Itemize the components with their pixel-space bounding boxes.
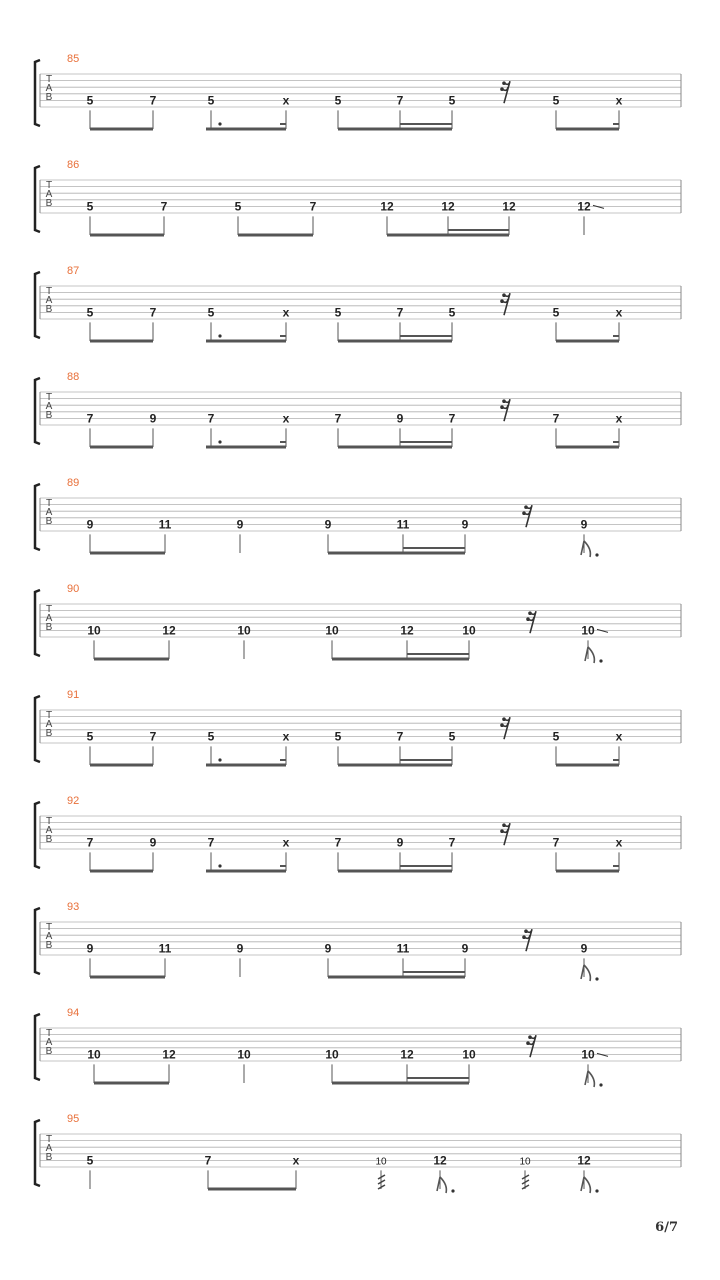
tab-system [35, 265, 681, 341]
fret-number: x [615, 305, 623, 320]
tab-clef-letter: T [45, 392, 53, 403]
note-flag [585, 1071, 594, 1087]
fret-number: x [292, 1153, 300, 1168]
fret-number: 10 [325, 1047, 339, 1062]
tab-clef-letter: B [45, 1046, 53, 1057]
rest-dot [500, 723, 504, 727]
note-flag [585, 647, 594, 663]
tab-clef-letter: A [45, 1143, 53, 1154]
fret-number: 5 [86, 93, 94, 108]
tab-clef-letter: A [45, 613, 53, 624]
fret-number: 7 [396, 729, 404, 744]
tab-clef-letter: A [45, 1037, 53, 1048]
tab-clef-letter: A [45, 295, 53, 306]
dot-mark [218, 334, 221, 337]
system-bracket [35, 378, 40, 444]
slide-mark [597, 1053, 608, 1056]
rest-dot [526, 1041, 530, 1045]
rest-dot [500, 87, 504, 91]
fret-number: 7 [448, 835, 456, 850]
fret-number: 7 [149, 93, 157, 108]
fret-number: 9 [149, 411, 157, 426]
fret-number: 9 [149, 835, 157, 850]
fret-number: 7 [160, 199, 168, 214]
measure-number: 92 [67, 795, 80, 807]
dot-mark [218, 122, 221, 125]
fret-number: 7 [396, 93, 404, 108]
tab-clef-letter: A [45, 507, 53, 518]
measure-number: 93 [67, 901, 80, 913]
fret-number: 5 [86, 729, 94, 744]
fret-number: 11 [396, 517, 410, 532]
system-bracket [35, 1120, 40, 1186]
fret-number: 12 [502, 199, 516, 214]
fret-number: 11 [396, 941, 410, 956]
fret-number: 7 [552, 835, 560, 850]
tab-clef-letter: A [45, 825, 53, 836]
fret-number: 7 [334, 835, 342, 850]
measure-number: 90 [67, 583, 80, 595]
fret-number: x [282, 305, 290, 320]
fret-number: 5 [86, 1153, 94, 1168]
tab-clef-letter: A [45, 83, 53, 94]
fret-number: 12 [162, 1047, 176, 1062]
tab-clef-letter: B [45, 834, 53, 845]
fret-number: 12 [577, 199, 591, 214]
fret-number: 5 [552, 729, 560, 744]
fret-number: 5 [207, 305, 215, 320]
rest-dot [526, 617, 530, 621]
rest-dot [502, 823, 506, 827]
fret-number: 10 [519, 1156, 531, 1168]
fret-number: 10 [87, 623, 101, 638]
fret-number: 7 [396, 305, 404, 320]
tab-system [35, 53, 681, 129]
measure-number: 91 [67, 689, 80, 701]
fret-number: 10 [581, 1047, 595, 1062]
fret-number: 12 [433, 1153, 447, 1168]
fret-number: 5 [334, 93, 342, 108]
fret-number: 5 [552, 93, 560, 108]
tab-clef-letter: B [45, 304, 53, 315]
rest-dot [528, 611, 532, 615]
fret-number: 5 [207, 93, 215, 108]
tab-clef-letter: T [45, 180, 53, 191]
fret-number: 10 [462, 623, 476, 638]
tab-clef-letter: B [45, 92, 53, 103]
tab-clef-letter: T [45, 604, 53, 615]
dot-mark [451, 1189, 454, 1192]
rest-dot [528, 1035, 532, 1039]
note-flag [581, 1177, 590, 1193]
rest-dot [524, 929, 528, 933]
fret-number: 7 [309, 199, 317, 214]
fret-number: 9 [396, 835, 404, 850]
fret-number: 7 [86, 835, 94, 850]
fret-number: 11 [158, 941, 172, 956]
dot-mark [595, 1189, 598, 1192]
fret-number: 9 [86, 517, 94, 532]
fret-number: 10 [325, 623, 339, 638]
slide-mark [593, 205, 604, 208]
tab-clef-letter: T [45, 74, 53, 85]
fret-number: x [282, 835, 290, 850]
dot-mark [595, 553, 598, 556]
fret-number: 7 [149, 729, 157, 744]
system-bracket [35, 166, 40, 232]
measure-number: 88 [67, 371, 80, 383]
fret-number: 10 [581, 623, 595, 638]
dot-mark [218, 440, 221, 443]
measure-number: 85 [67, 53, 80, 65]
fret-number: 9 [236, 517, 244, 532]
fret-number: 7 [207, 835, 215, 850]
system-bracket [35, 590, 40, 656]
system-bracket [35, 484, 40, 550]
rest-dot [500, 829, 504, 833]
fret-number: 5 [334, 729, 342, 744]
fret-number: 9 [324, 517, 332, 532]
page-number: 6/7 [655, 1220, 678, 1235]
fret-number: 7 [448, 411, 456, 426]
fret-number: 9 [461, 941, 469, 956]
fret-number: 9 [86, 941, 94, 956]
fret-number: x [282, 411, 290, 426]
fret-number: x [615, 411, 623, 426]
tab-clef-letter: B [45, 940, 53, 951]
dot-mark [595, 977, 598, 980]
tab-system [35, 1007, 681, 1087]
system-bracket [35, 696, 40, 762]
fret-number: 7 [86, 411, 94, 426]
tab-system [35, 1113, 681, 1193]
fret-number: 12 [162, 623, 176, 638]
fret-number: x [282, 729, 290, 744]
slide-mark [597, 629, 608, 632]
fret-number: 12 [441, 199, 455, 214]
tab-clef-letter: A [45, 719, 53, 730]
fret-number: 10 [87, 1047, 101, 1062]
fret-number: 9 [580, 941, 588, 956]
fret-number: 5 [552, 305, 560, 320]
system-bracket [35, 272, 40, 338]
fret-number: 9 [236, 941, 244, 956]
tab-system [35, 583, 681, 663]
measure-number: 86 [67, 159, 80, 171]
fret-number: 9 [461, 517, 469, 532]
dot-mark [218, 758, 221, 761]
fret-number: 5 [334, 305, 342, 320]
rest-dot [500, 299, 504, 303]
rest-dot [524, 505, 528, 509]
note-flag [437, 1177, 446, 1193]
fret-number: 5 [448, 729, 456, 744]
tab-clef-letter: T [45, 1028, 53, 1039]
fret-number: 12 [577, 1153, 591, 1168]
rest-dot [522, 511, 526, 515]
fret-number: 12 [380, 199, 394, 214]
tab-clef-letter: T [45, 1134, 53, 1145]
fret-number: 9 [396, 411, 404, 426]
tab-system [35, 477, 681, 557]
note-flag [581, 541, 590, 557]
fret-number: 5 [448, 93, 456, 108]
tab-clef-letter: B [45, 198, 53, 209]
fret-number: 5 [207, 729, 215, 744]
dot-mark [599, 1083, 602, 1086]
fret-number: 7 [552, 411, 560, 426]
fret-number: x [615, 835, 623, 850]
fret-number: 12 [400, 1047, 414, 1062]
rest-dot [502, 399, 506, 403]
fret-number: 7 [207, 411, 215, 426]
tab-clef-letter: A [45, 401, 53, 412]
fret-number: 9 [324, 941, 332, 956]
fret-number: 9 [580, 517, 588, 532]
tab-system [35, 689, 681, 765]
rest-dot [502, 717, 506, 721]
tab-clef-letter: B [45, 1152, 53, 1163]
fret-number: 10 [237, 623, 251, 638]
tab-system [35, 371, 681, 447]
fret-number: 12 [400, 623, 414, 638]
tab-clef-letter: T [45, 922, 53, 933]
fret-number: 7 [149, 305, 157, 320]
rest-dot [522, 935, 526, 939]
fret-number: 7 [334, 411, 342, 426]
fret-number: x [615, 729, 623, 744]
measure-number: 89 [67, 477, 80, 489]
fret-number: 5 [448, 305, 456, 320]
tab-clef-letter: B [45, 622, 53, 633]
fret-number: x [615, 93, 623, 108]
rest-dot [500, 405, 504, 409]
tab-clef-letter: B [45, 410, 53, 421]
fret-number: 10 [462, 1047, 476, 1062]
fret-number: 5 [86, 199, 94, 214]
fret-number: 10 [375, 1156, 387, 1168]
tab-clef-letter: A [45, 189, 53, 200]
system-bracket [35, 1014, 40, 1080]
tab-clef-letter: B [45, 516, 53, 527]
measure-number: 87 [67, 265, 80, 277]
tab-clef-letter: T [45, 710, 53, 721]
measure-number: 94 [67, 1007, 80, 1019]
fret-number: 11 [158, 517, 172, 532]
tab-clef-letter: A [45, 931, 53, 942]
dot-mark [599, 659, 602, 662]
system-bracket [35, 60, 40, 126]
fret-number: 5 [86, 305, 94, 320]
measure-number: 95 [67, 1113, 80, 1125]
tab-clef-letter: T [45, 498, 53, 509]
dot-mark [218, 864, 221, 867]
tab-system [35, 901, 681, 981]
tab-clef-letter: T [45, 286, 53, 297]
fret-number: 7 [204, 1153, 212, 1168]
fret-number: x [282, 93, 290, 108]
fret-number: 5 [234, 199, 242, 214]
rest-dot [502, 81, 506, 85]
system-bracket [35, 908, 40, 974]
tab-system [35, 795, 681, 871]
fret-number: 10 [237, 1047, 251, 1062]
system-bracket [35, 802, 40, 868]
note-flag [581, 965, 590, 981]
rest-dot [502, 293, 506, 297]
tab-system [35, 159, 681, 235]
tab-clef-letter: B [45, 728, 53, 739]
tab-clef-letter: T [45, 816, 53, 827]
